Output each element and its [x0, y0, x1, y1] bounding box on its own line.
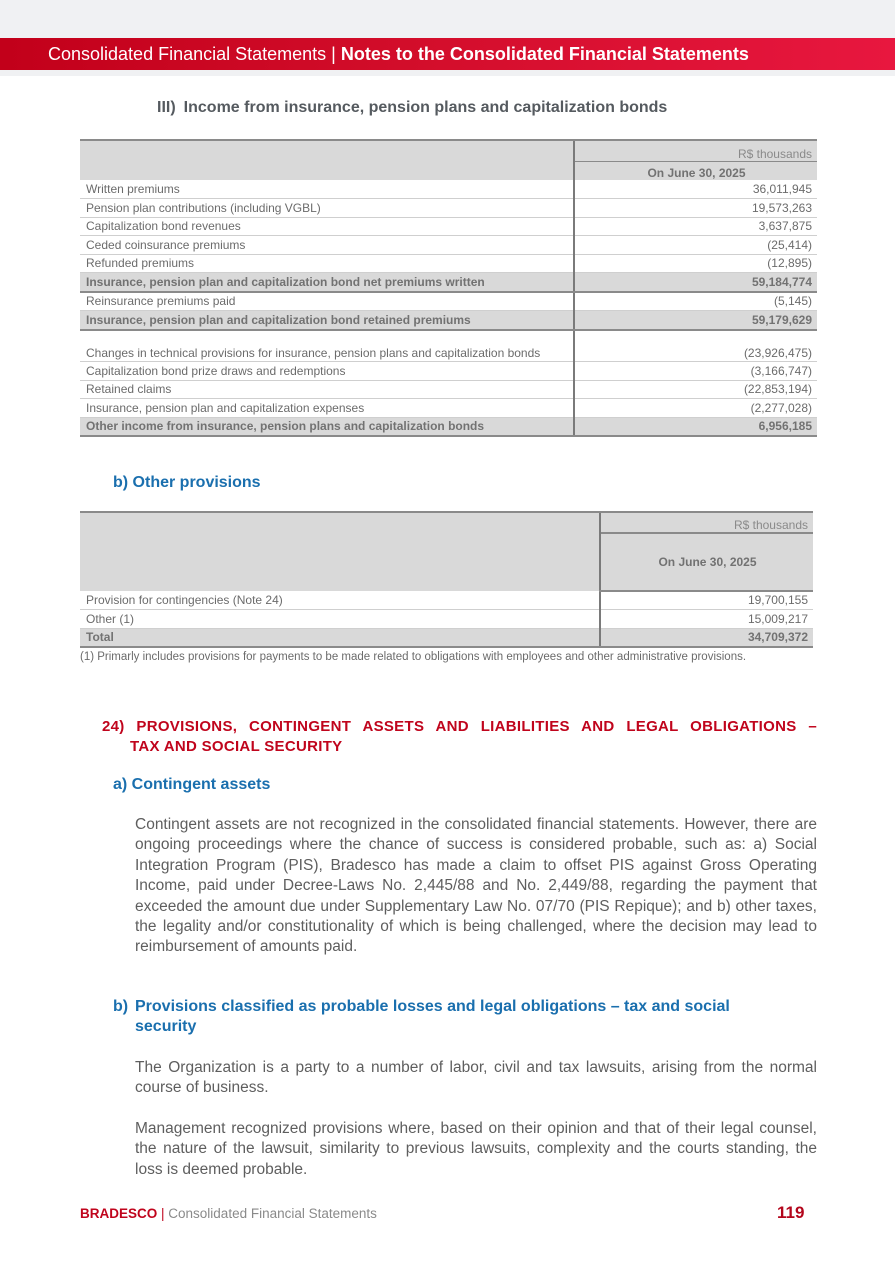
table-row	[80, 217, 817, 236]
other-provisions-title: b) Other provisions	[113, 474, 261, 491]
subsection-marker: b)	[113, 998, 129, 1015]
table-total-row	[80, 311, 817, 330]
column-header: On June 30, 2025	[600, 533, 813, 591]
unit-label: R$ thousands	[574, 140, 817, 161]
table-header-row	[80, 140, 817, 161]
table-row	[80, 330, 817, 362]
row-value: 59,184,774	[574, 273, 817, 292]
column-header: On June 30, 2025	[574, 161, 817, 180]
row-value: 36,011,945	[574, 180, 817, 199]
note-24-heading-line1: 24) PROVISIONS, CONTINGENT ASSETS AND LIABILITIES AND LEGAL OBLIGATIONS –	[102, 718, 817, 735]
table-row	[80, 292, 817, 311]
other-provisions-table	[80, 511, 813, 648]
section-number: III)	[157, 99, 176, 116]
row-label: Other (1)	[80, 610, 600, 629]
page-top-margin	[0, 0, 895, 38]
footer-title: Consolidated Financial Statements	[168, 1206, 377, 1221]
lawsuits-paragraph: The Organization is a party to a number of labor, civil and tax lawsuits, arising from the normal course of business.	[135, 1059, 817, 1097]
table-row	[80, 254, 817, 273]
table-row	[80, 380, 817, 399]
table-total-row	[80, 273, 817, 292]
row-value: 19,573,263	[574, 199, 817, 218]
row-label: Other income from insurance, pension plans and capitalization bonds	[80, 417, 574, 436]
header-blank-cell	[80, 512, 600, 591]
table-total-row	[80, 628, 813, 647]
row-value: (5,145)	[574, 292, 817, 311]
income-table	[80, 139, 817, 437]
row-label: Total	[80, 628, 600, 647]
table-row	[80, 610, 813, 629]
unit-label: R$ thousands	[600, 512, 813, 533]
row-value: (3,166,747)	[574, 362, 817, 381]
row-label: Reinsurance premiums paid	[80, 292, 574, 311]
row-label: Refunded premiums	[80, 254, 574, 273]
subsection-title-text: Provisions classified as probable losses and legal obligations – tax and social security	[135, 998, 730, 1035]
header-banner	[0, 38, 895, 70]
header-blank-cell	[80, 140, 574, 180]
row-value: 34,709,372	[600, 628, 813, 647]
row-label: Written premiums	[80, 180, 574, 199]
table-row	[80, 180, 817, 199]
table-row	[80, 399, 817, 418]
table-row	[80, 199, 817, 218]
table-row	[80, 591, 813, 610]
row-label: Insurance, pension plan and capitalization expenses	[80, 399, 574, 418]
contingent-assets-paragraph: Contingent assets are not recognized in the consolidated financial statements. However, there are ongoing proceedings where the chance of success is considered probable, such as: a) Social Integration Program (PIS), Bradesco has made a claim to offset PIS against Gross Operating Income, paid under Decree-Laws No. 2,445/88 and No. 2,449/88, regarding the payment that exceeded the amount due under Supplementary Law No. 07/70 (PIS Repique); and b) other taxes, the legality and/or constitutionality of which is being challenged, where the decision may lead to reimbursement of amounts paid.	[135, 816, 817, 956]
row-value: 19,700,155	[600, 591, 813, 610]
management-provisions-paragraph: Management recognized provisions where, based on their opinion and that of their legal counsel, the nature of the lawsuit, similarity to previous lawsuits, complexity and the courts standing, the loss is deemed probable.	[135, 1120, 817, 1178]
row-value: (23,926,475)	[574, 330, 817, 362]
row-label: Insurance, pension plan and capitalization bond net premiums written	[80, 273, 574, 292]
table-total-row	[80, 417, 817, 436]
row-value: 15,009,217	[600, 610, 813, 629]
row-value: (2,277,028)	[574, 399, 817, 418]
footer-separator: |	[157, 1206, 169, 1221]
section-title-text: Income from insurance, pension plans and capitalization bonds	[183, 99, 668, 116]
row-value: (22,853,194)	[574, 380, 817, 399]
table-row	[80, 362, 817, 381]
income-section-title	[157, 99, 667, 117]
row-label: Retained claims	[80, 380, 574, 399]
header-separator: |	[326, 44, 341, 64]
row-label: Insurance, pension plan and capitalization bond retained premiums	[80, 311, 574, 330]
page-footer	[80, 1206, 377, 1221]
row-value: (25,414)	[574, 236, 817, 255]
probable-losses-title	[113, 997, 793, 1037]
row-label: Ceded coinsurance premiums	[80, 236, 574, 255]
row-value: 6,956,185	[574, 417, 817, 436]
table-row	[80, 236, 817, 255]
row-label: Capitalization bond prize draws and redemptions	[80, 362, 574, 381]
footer-brand: BRADESCO	[80, 1206, 158, 1221]
row-label: Changes in technical provisions for insurance, pension plans and capitalization bonds	[80, 330, 574, 362]
header-subsection: Notes to the Consolidated Financial Statements	[340, 44, 749, 64]
row-label: Pension plan contributions (including VGBL)	[80, 199, 574, 218]
row-label: Provision for contingencies (Note 24)	[80, 591, 600, 610]
contingent-assets-title: a) Contingent assets	[113, 776, 271, 793]
row-value: 59,179,629	[574, 311, 817, 330]
header-section: Consolidated Financial Statements	[48, 44, 327, 64]
page-number: 119	[777, 1203, 805, 1222]
note-24-heading-line2: TAX AND SOCIAL SECURITY	[130, 738, 343, 755]
note-24-heading	[102, 717, 817, 757]
table-header-row	[80, 512, 813, 533]
table-footnote: (1) Primarly includes provisions for payments to be made related to obligations with employees and other administrative provisions.	[80, 651, 747, 663]
row-value: (12,895)	[574, 254, 817, 273]
header-divider	[0, 70, 895, 76]
row-label: Capitalization bond revenues	[80, 217, 574, 236]
row-value: 3,637,875	[574, 217, 817, 236]
